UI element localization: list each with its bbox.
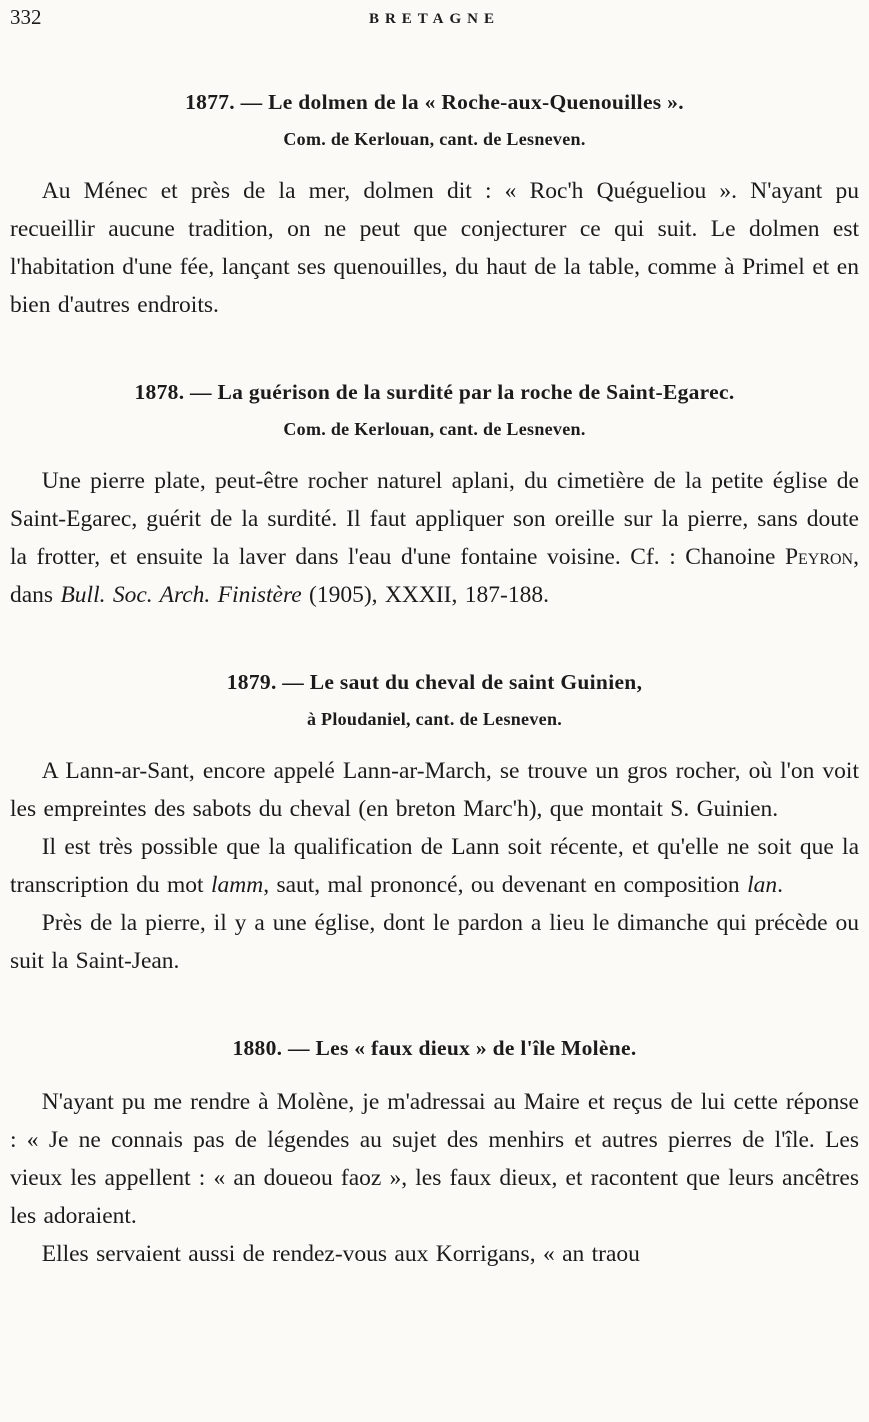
entry-title: 1880. — Les « faux dieux » de l'île Molène. [232, 1036, 637, 1060]
paragraph: Une pierre plate, peut-être rocher naturel aplani, du cimetière de la petite église de Saint-Egarec, guérit de la surdité. Il faut appliquer son oreille sur la pierre, sans doute la frotter, et ensuite la laver dans l'eau d'une fontaine voisine. Cf. : Chanoine Peyron, dans Bull. Soc. Arch. Finistère (1905), XXXII, 187-188. [10, 468, 859, 608]
page-number: 332 [10, 5, 42, 29]
paragraph: Au Ménec et près de la mer, dolmen dit : « Roc'h Quégueliou ». N'ayant pu recueillir aucune tradition, on ne peut que conjecturer ce qui suit. Le dolmen est l'habitation d'une fée, lançant ses quenouilles, du haut de la table, comme à Primel et en bien d'autres endroits. [10, 178, 859, 318]
entry-1880 [10, 1034, 859, 1273]
entry-title: 1878. — La guérison de la surdité par la roche de Saint-Egarec. [134, 380, 735, 404]
paragraph: A Lann-ar-Sant, encore appelé Lann-ar-March, se trouve un gros rocher, où l'on voit les empreintes des sabots du cheval (en breton Marc'h), que montait S. Guinien. [10, 758, 859, 822]
paragraph: Elles servaient aussi de rendez-vous aux Korrigans, « an traou [41, 1241, 640, 1267]
entry-1879 [10, 668, 859, 980]
paragraph: Il est très possible que la qualification de Lann soit récente, et qu'elle ne soit que la transcription du mot lamm, saut, mal prononcé, ou devenant en composition lan. [10, 834, 859, 898]
entry-body [10, 1083, 859, 1273]
entry-body [10, 172, 859, 324]
entry-1878 [10, 378, 859, 614]
entry-1877 [10, 88, 859, 324]
entry-title: 1879. — Le saut du cheval de saint Guinien, [226, 670, 643, 694]
entry-subtitle: à Ploudaniel, cant. de Lesneven. [306, 709, 563, 729]
entry-subtitle: Com. de Kerlouan, cant. de Lesneven. [283, 129, 586, 149]
entry-title: 1877. — Le dolmen de la « Roche-aux-Quenouilles ». [185, 90, 684, 114]
entry-subtitle: Com. de Kerlouan, cant. de Lesneven. [283, 419, 586, 439]
entry-body [10, 462, 859, 614]
running-title: BRETAGNE [368, 11, 501, 27]
entry-body [10, 752, 859, 980]
paragraph: Près de la pierre, il y a une église, dont le pardon a lieu le dimanche qui précède ou suit la Saint-Jean. [10, 910, 859, 974]
paragraph: N'ayant pu me rendre à Molène, je m'adressai au Maire et reçus de lui cette réponse : « Je ne connais pas de légendes au sujet des menhirs et autres pierres de l'île. Les vieux les appellent : « an doueou faoz », les faux dieux, et racontent que leurs ancêtres les adoraient. [10, 1089, 859, 1229]
running-head [10, 4, 859, 34]
